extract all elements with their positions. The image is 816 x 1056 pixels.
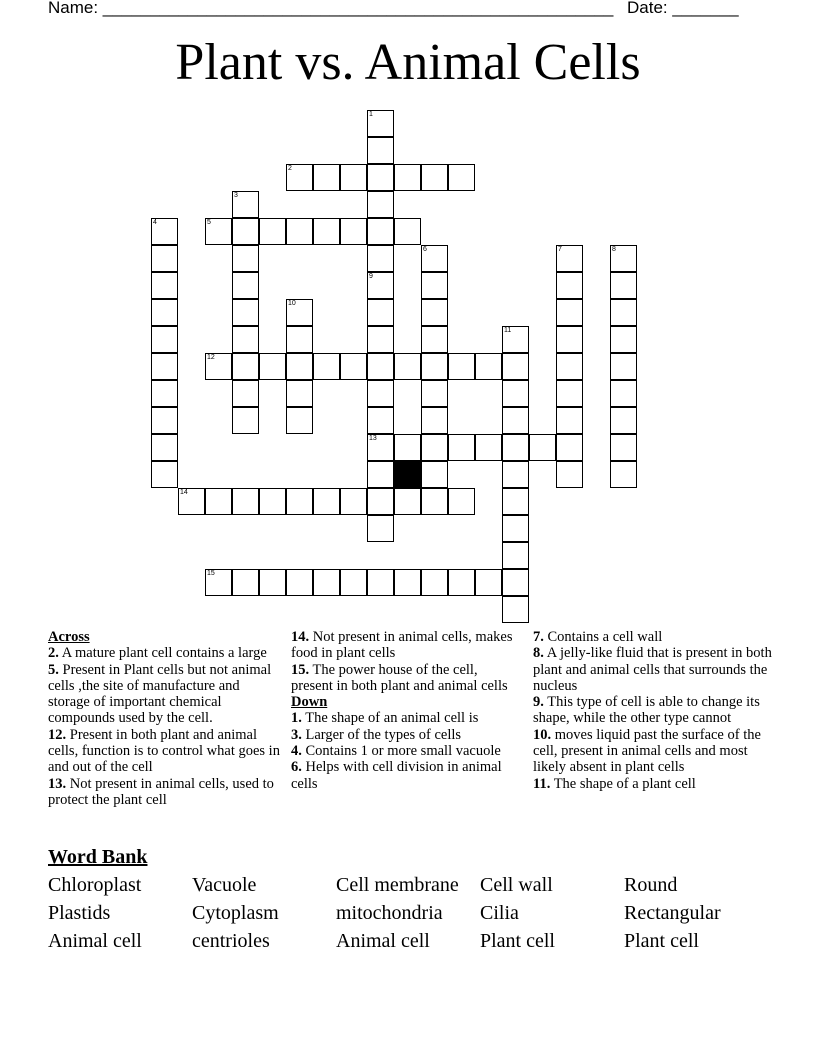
crossword-cell[interactable] [151,326,178,353]
crossword-cell[interactable] [421,272,448,299]
crossword-cell[interactable] [367,407,394,434]
clue-down-9 [533,694,773,727]
word-bank-word: centrioles [192,930,270,952]
crossword-cell[interactable] [367,515,394,542]
word-bank-word: Cell membrane [336,874,459,896]
crossword-cell[interactable] [232,326,259,353]
clue-down-10 [533,727,773,776]
crossword-cell[interactable] [232,407,259,434]
crossword-cell[interactable] [421,326,448,353]
crossword-cell[interactable] [610,245,637,272]
crossword-cell[interactable] [421,245,448,272]
clue-text: Contains a cell wall [547,629,663,645]
crossword-cell[interactable] [151,272,178,299]
crossword-cell[interactable] [340,488,367,515]
crossword-cell[interactable] [367,272,394,299]
crossword-cell[interactable] [259,218,286,245]
crossword-cell[interactable] [421,569,448,596]
word-bank-word: Animal cell [336,930,430,952]
clue-text: Present in Plant cells but not animal cells ,the site of manufacture and storage of important chemical compounds used by the cell. [48,661,272,727]
clue-number-label: 6 [423,246,427,253]
crossword-cell[interactable] [232,353,259,380]
crossword-cell[interactable] [367,488,394,515]
crossword-cell[interactable] [232,569,259,596]
crossword-cell[interactable] [151,245,178,272]
word-bank-word: Plant cell [624,930,699,952]
clue-across-5 [48,662,284,727]
crossword-cell[interactable] [421,380,448,407]
word-bank-word: Animal cell [48,930,142,952]
crossword-cell[interactable] [151,299,178,326]
crossword-cell[interactable] [205,569,232,596]
crossword-cell[interactable] [286,164,313,191]
clue-number-label: 8 [612,246,616,253]
crossword-cell[interactable] [205,488,232,515]
crossword-cell[interactable] [205,218,232,245]
clue-text: The shape of a plant cell [553,775,696,792]
clue-number: 7. [533,629,544,645]
clue-down-8 [533,645,773,694]
clue-number: 14. [291,629,310,645]
clue-number: 10. [533,726,552,743]
crossword-cell[interactable] [610,353,637,380]
date-field[interactable]: Date: _______ [627,0,739,17]
crossword-cell[interactable] [529,434,556,461]
clue-number: 3. [291,726,302,743]
clue-number-label: 14 [180,489,188,496]
crossword-cell[interactable] [394,218,421,245]
crossword-cell[interactable] [286,353,313,380]
crossword-cell[interactable] [502,542,529,569]
clue-text: Helps with cell division in animal cells [291,759,502,792]
crossword-cell[interactable] [286,569,313,596]
crossword-cell[interactable] [340,164,367,191]
clue-across-13 [48,776,284,809]
clue-number: 9. [533,694,544,711]
crossword-cell[interactable] [394,488,421,515]
crossword-cell[interactable] [232,272,259,299]
crossword-cell[interactable] [259,488,286,515]
clue-text: A mature plant cell contains a large [61,645,267,662]
crossword-cell[interactable] [475,569,502,596]
word-bank-word: Rectangular [624,902,721,924]
clue-down-4 [291,743,517,759]
crossword-cell[interactable] [232,218,259,245]
crossword-cell[interactable] [151,353,178,380]
crossword-cell[interactable] [367,164,394,191]
crossword-cell[interactable] [394,353,421,380]
crossword-cell[interactable] [313,569,340,596]
clue-number-label: 7 [558,246,562,253]
crossword-cell[interactable] [313,488,340,515]
clue-number: 1. [291,710,302,727]
crossword-cell[interactable] [232,488,259,515]
crossword-cell[interactable] [556,245,583,272]
clue-down-6 [291,759,517,792]
crossword-cell[interactable] [367,461,394,488]
crossword-cell[interactable] [502,326,529,353]
crossword-cell[interactable] [259,353,286,380]
page-title: Plant vs. Animal Cells [175,34,641,91]
crossword-cell[interactable] [286,326,313,353]
clue-across-12 [48,727,284,776]
clue-number-label: 11 [504,327,512,334]
down-heading: Down [291,694,328,711]
word-bank-word: Plant cell [480,930,555,952]
clue-number-label: 5 [207,219,211,226]
clue-text: The power house of the cell, present in both plant and animal cells [291,661,508,694]
clue-text: This type of cell is able to change its shape, while the other type cannot [533,694,760,727]
crossword-cell[interactable] [205,353,232,380]
crossword-cell[interactable] [259,569,286,596]
clue-number: 6. [291,759,302,776]
crossword-cell[interactable] [502,569,529,596]
crossword-cell[interactable] [367,380,394,407]
crossword-cell[interactable] [151,461,178,488]
across-heading: Across [48,629,90,645]
crossword-cell[interactable] [556,299,583,326]
clue-text: The shape of an animal cell is [305,710,479,727]
crossword-cell[interactable] [367,434,394,461]
clue-number: 8. [533,645,544,662]
clue-number: 2. [48,645,59,662]
clue-text: A jelly-like fluid that is present in both plant and animal cells that surrounds the nucleus [533,645,772,694]
clue-number: 13. [48,775,67,792]
crossword-cell[interactable] [502,353,529,380]
clue-text: Present in both plant and animal cells, function is to control what goes in and out of the cell [48,726,280,776]
crossword-cell[interactable] [151,407,178,434]
clue-text: Not present in animal cells, used to protect the plant cell [48,775,274,808]
crossword-cell[interactable] [448,488,475,515]
crossword-cell[interactable] [502,434,529,461]
crossword-cell[interactable] [313,353,340,380]
clue-text: Contains 1 or more small vacuole [305,743,501,760]
word-bank-word: Cytoplasm [192,902,279,924]
clue-number: 5. [48,661,59,678]
crossword-cell[interactable] [502,380,529,407]
crossword-cell[interactable] [610,434,637,461]
crossword-cell[interactable] [502,596,529,623]
crossword-cell[interactable] [502,461,529,488]
crossword-cell[interactable] [502,488,529,515]
crossword-cell[interactable] [502,515,529,542]
crossword-cell[interactable] [556,380,583,407]
clue-number-label: 1 [369,111,373,118]
crossword-cell[interactable] [421,461,448,488]
crossword-cell[interactable] [367,245,394,272]
word-bank-word: Plastids [48,902,111,924]
crossword-cell[interactable] [394,164,421,191]
clue-number-label: 13 [369,435,377,442]
crossword-cell[interactable] [286,380,313,407]
crossword-cell[interactable] [286,218,313,245]
crossword-cell[interactable] [313,164,340,191]
word-bank-word: Cell wall [480,874,553,896]
crossword-cell[interactable] [556,272,583,299]
clue-across-2 [48,645,284,661]
clues-column-1 [48,629,284,808]
clue-number: 11. [533,775,551,792]
crossword-cell[interactable] [421,434,448,461]
word-bank-word: Chloroplast [48,874,142,896]
crossword-cell[interactable] [151,434,178,461]
clue-number: 15. [291,661,310,678]
crossword-cell[interactable] [151,218,178,245]
crossword-cell[interactable] [421,353,448,380]
clue-number-label: 10 [288,300,296,307]
clue-number-label: 15 [207,570,215,577]
clue-number-label: 9 [369,273,373,280]
clue-number-label: 2 [288,165,292,172]
crossword-cell[interactable] [340,353,367,380]
name-field[interactable]: Name: ______________________________________________________ [48,0,614,17]
crossword-cell[interactable] [448,434,475,461]
clue-number-label: 4 [153,219,157,226]
clue-number: 4. [291,743,302,760]
crossword-cell[interactable] [475,353,502,380]
crossword-cell[interactable] [610,272,637,299]
crossword-cell[interactable] [556,353,583,380]
crossword-cell[interactable] [421,164,448,191]
crossword-cell[interactable] [367,326,394,353]
crossword-cell[interactable] [421,488,448,515]
crossword-cell[interactable] [610,380,637,407]
crossword-cell[interactable] [367,299,394,326]
crossword-cell[interactable] [151,380,178,407]
crossword-cell[interactable] [394,569,421,596]
crossword-cell[interactable] [610,326,637,353]
crossword-cell[interactable] [340,569,367,596]
crossword-cell[interactable] [367,353,394,380]
crossword-cell[interactable] [502,407,529,434]
word-bank-word: Cilia [480,902,519,924]
clue-text: Not present in animal cells, makes food in plant cells [291,629,513,662]
clue-down-1 [291,710,517,726]
crossword-cell[interactable] [367,191,394,218]
crossword-cell[interactable] [367,218,394,245]
crossword-cell[interactable] [610,407,637,434]
crossword-cell[interactable] [610,299,637,326]
crossword-cell[interactable] [556,407,583,434]
crossword-cell[interactable] [232,299,259,326]
crossword-cell[interactable] [232,380,259,407]
crossword-cell[interactable] [556,434,583,461]
crossword-cell[interactable] [421,299,448,326]
word-bank-word: mitochondria [336,902,443,924]
crossword-cell[interactable] [367,569,394,596]
crossword-cell[interactable] [286,488,313,515]
word-bank-word: Vacuole [192,874,257,896]
crossword-cell[interactable] [448,164,475,191]
clue-number: 12. [48,726,67,743]
crossword-cell[interactable] [448,569,475,596]
crossword-cell[interactable] [448,353,475,380]
clue-number-label: 3 [234,192,238,199]
crossword-cell[interactable] [232,191,259,218]
clue-down-7 [533,629,773,645]
clues-column-2 [291,629,517,792]
clue-down-11 [533,776,773,792]
clue-text: Larger of the types of cells [305,726,462,743]
crossword-cell[interactable] [313,218,340,245]
crossword-cell[interactable] [556,326,583,353]
crossword-cell[interactable] [286,407,313,434]
crossword-cell[interactable] [556,461,583,488]
crossword-cell[interactable] [340,218,367,245]
crossword-cell[interactable] [475,434,502,461]
crossword-cell[interactable] [286,299,313,326]
clues-column-3 [533,629,773,792]
clue-text: moves liquid past the surface of the cell, present in animal cells and most likely absent in plant cells [533,726,761,776]
crossword-cell[interactable] [610,461,637,488]
crossword-cell[interactable] [421,407,448,434]
crossword-black-cell [394,461,421,488]
clue-across-15 [291,662,517,695]
clue-number-label: 12 [207,354,215,361]
crossword-cell[interactable] [394,434,421,461]
crossword-cell[interactable] [178,488,205,515]
word-bank-word: Round [624,874,678,896]
word-bank-title: Word Bank [48,846,148,868]
crossword-cell[interactable] [367,110,394,137]
crossword-cell[interactable] [232,245,259,272]
clue-across-14 [291,629,517,662]
clue-down-3 [291,727,517,743]
crossword-cell[interactable] [367,137,394,164]
